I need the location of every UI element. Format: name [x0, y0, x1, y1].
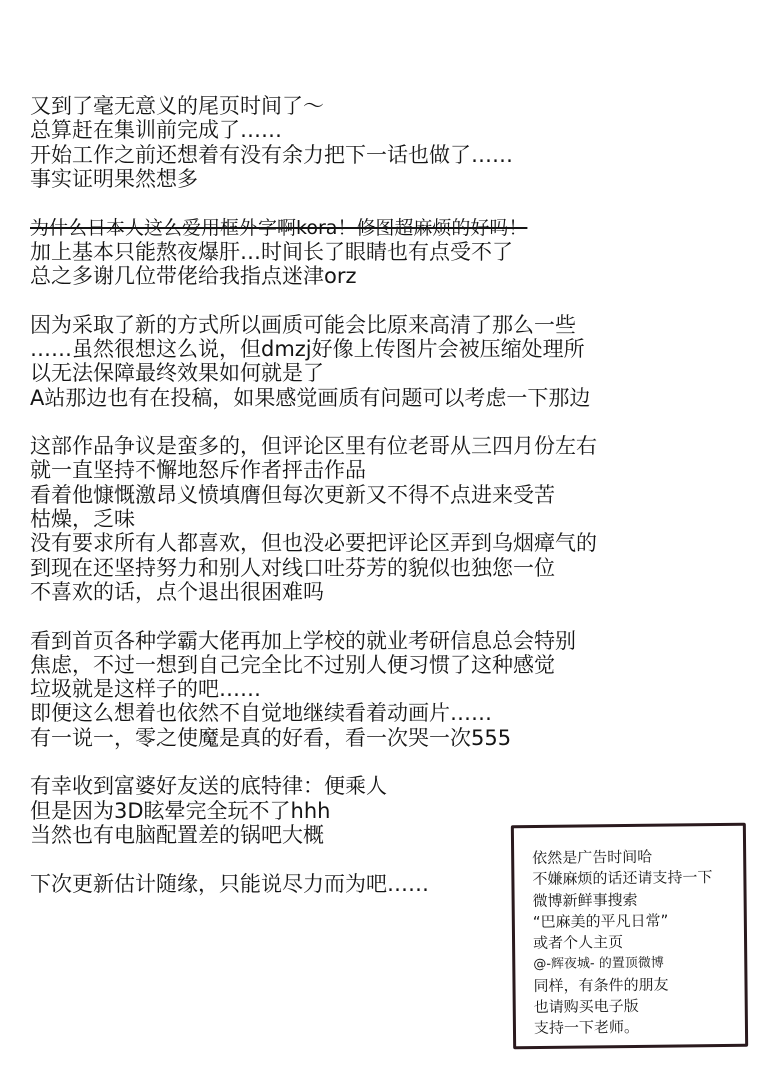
ad-line: “巴麻美的平凡日常” — [532, 911, 669, 931]
paragraph-gap — [30, 288, 750, 312]
paragraph-gap — [30, 410, 750, 434]
text-line: 因为采取了新的方式所以画质可能会比原来高清了那么一些 — [30, 312, 576, 337]
text-line: 有一说一，零之使魔是真的好看，看一次哭一次555 — [30, 725, 512, 750]
text-line: 没有要求所有人都喜欢，但也没必要把评论区弄到乌烟瘴气的 — [30, 531, 597, 556]
text-line: 又到了毫无意义的尾页时间了～ — [30, 94, 324, 118]
ad-line: 支持一下老师。 — [533, 1018, 640, 1038]
strikethrough-line — [30, 215, 750, 239]
text-line: ……虽然很想这么说，但dmzj好像上传图片会被压缩处理所 — [30, 336, 585, 361]
text-line: 加上基本只能熬夜爆肝…时间长了眼睛也有点受不了 — [30, 239, 513, 264]
text-line: 事实证明果然想多 — [30, 166, 198, 191]
ad-line: 同样，有条件的朋友 — [533, 975, 669, 995]
text-line: 看到首页各种学霸大佬再加上学校的就业考研信息总会特别 — [30, 628, 576, 653]
ad-box — [511, 823, 748, 1049]
paragraph-gap — [30, 191, 750, 215]
text-line: A站那边也有在投稿，如果感觉画质有问题可以考虑一下那边 — [30, 385, 591, 410]
ad-line: @-辉夜城- 的置顶微博 — [533, 956, 664, 973]
text-line: 垃圾就是这样子的吧…… — [30, 677, 261, 702]
text-line: 枯燥，乏味 — [30, 507, 135, 532]
ad-line: 也请购买电子版 — [533, 996, 639, 1017]
paragraph-gap — [30, 604, 750, 628]
text-line: 焦虑，不过一想到自己完全比不过别人便习惯了这种感觉 — [30, 652, 555, 677]
ad-line: 不嫌麻烦的话还请支持一下 — [532, 868, 713, 889]
text-line: 有幸收到富婆好友送的底特律：便乘人 — [30, 774, 387, 799]
text-line: 不喜欢的话，点个退出很困难吗 — [30, 579, 324, 604]
text-line: 总算赶在集训前完成了…… — [30, 118, 282, 143]
ad-text — [532, 846, 749, 1040]
ad-line: 依然是广告时间哈 — [532, 847, 653, 868]
text-line: 看着他慷慨激昂义愤填膺但每次更新又不得不点进来受苦 — [30, 482, 555, 507]
text-line: 但是因为3D眩晕完全玩不了hhh — [30, 798, 331, 823]
text-line: 开始工作之前还想着有没有余力把下一话也做了…… — [30, 142, 513, 167]
strikethrough-text: 为什么日本人这么爱用框外字啊kora！修图超麻烦的好吗！ — [30, 217, 528, 240]
text-line: 下次更新估计随缘，只能说尽力而为吧…… — [30, 871, 429, 896]
text-line: 当然也有电脑配置差的锅吧大概 — [30, 822, 324, 847]
text-line: 就一直坚持不懈地怒斥作者抨击作品 — [30, 458, 366, 483]
ad-line: 或者个人主页 — [532, 933, 624, 953]
text-line: 这部作品争议是蛮多的，但评论区里有位老哥从三四月份左右 — [30, 434, 597, 459]
paragraph-gap — [30, 750, 750, 774]
ad-line: 微博新鲜事搜索 — [532, 890, 638, 910]
text-line: 以无法保障最终效果如何就是了 — [30, 361, 324, 386]
text-line: 总之多谢几位带佬给我指点迷津orz — [30, 264, 357, 289]
afterword-text — [30, 94, 750, 896]
text-line: 到现在还坚持努力和别人对线口吐芬芳的貌似也独您一位 — [30, 555, 555, 580]
text-line: 即便这么想着也依然不自觉地继续看着动画片…… — [30, 701, 492, 726]
